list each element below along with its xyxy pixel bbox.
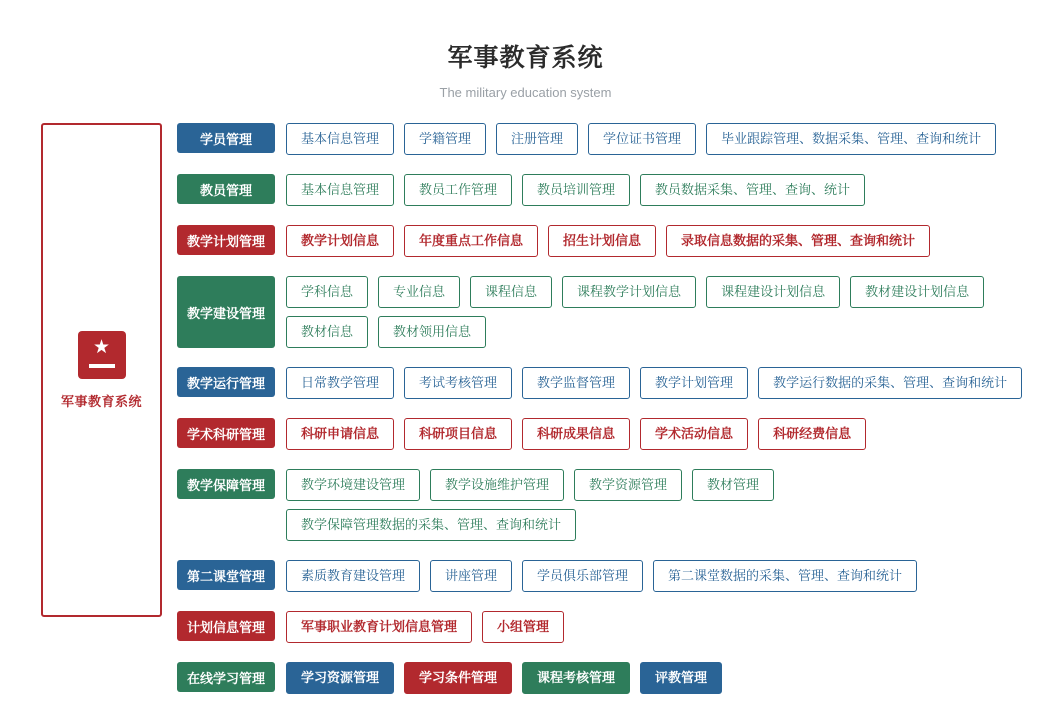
item-button[interactable]: 讲座管理 bbox=[430, 560, 512, 592]
category-row bbox=[177, 560, 1051, 600]
root-node-label: 军事教育系统 bbox=[60, 393, 142, 409]
category-items bbox=[286, 276, 1051, 356]
category-items bbox=[286, 418, 1051, 458]
category-button[interactable]: 计划信息管理 bbox=[177, 611, 275, 641]
diagram-body bbox=[0, 100, 1051, 713]
category-button[interactable]: 教员管理 bbox=[177, 174, 275, 204]
item-button[interactable]: 教学保障管理数据的采集、管理、查询和统计 bbox=[286, 509, 576, 541]
category-items bbox=[286, 174, 1051, 214]
item-button[interactable]: 毕业跟踪管理、数据采集、管理、查询和统计 bbox=[706, 123, 996, 155]
item-button[interactable]: 科研经费信息 bbox=[758, 418, 866, 450]
page-title: 军事教育系统 bbox=[447, 44, 604, 72]
category-items bbox=[286, 123, 1051, 163]
star-glyph: ★ bbox=[92, 336, 111, 358]
item-button[interactable]: 教材领用信息 bbox=[378, 316, 486, 348]
category-button[interactable]: 在线学习管理 bbox=[177, 662, 275, 692]
item-button[interactable]: 学位证书管理 bbox=[588, 123, 696, 155]
item-button[interactable]: 年度重点工作信息 bbox=[404, 225, 538, 257]
item-button[interactable]: 科研成果信息 bbox=[522, 418, 630, 450]
item-button[interactable]: 教学设施维护管理 bbox=[430, 469, 564, 501]
item-button[interactable]: 教学环境建设管理 bbox=[286, 469, 420, 501]
category-row bbox=[177, 225, 1051, 265]
item-button[interactable]: 教员数据采集、管理、查询、统计 bbox=[640, 174, 865, 206]
item-button[interactable]: 评教管理 bbox=[640, 662, 722, 694]
category-rows bbox=[177, 123, 1051, 713]
category-items bbox=[286, 611, 1051, 651]
category-items bbox=[286, 469, 1051, 549]
category-button[interactable]: 学术科研管理 bbox=[177, 418, 275, 448]
item-button[interactable]: 学习条件管理 bbox=[404, 662, 512, 694]
item-button[interactable]: 科研申请信息 bbox=[286, 418, 394, 450]
item-button[interactable]: 教学运行数据的采集、管理、查询和统计 bbox=[758, 367, 1022, 399]
item-button[interactable]: 教员工作管理 bbox=[404, 174, 512, 206]
category-items bbox=[286, 662, 1051, 702]
category-row bbox=[177, 367, 1051, 407]
item-button[interactable]: 课程考核管理 bbox=[522, 662, 630, 694]
title-block bbox=[0, 0, 1051, 100]
item-button[interactable]: 素质教育建设管理 bbox=[286, 560, 420, 592]
item-button[interactable]: 学员俱乐部管理 bbox=[522, 560, 643, 592]
root-node[interactable] bbox=[41, 123, 162, 617]
item-button[interactable]: 学习资源管理 bbox=[286, 662, 394, 694]
page-subtitle: The military education system bbox=[439, 85, 612, 100]
item-button[interactable]: 教学计划信息 bbox=[286, 225, 394, 257]
category-items bbox=[286, 367, 1051, 407]
item-button[interactable]: 专业信息 bbox=[378, 276, 460, 308]
category-row bbox=[177, 662, 1051, 702]
item-button[interactable]: 学术活动信息 bbox=[640, 418, 748, 450]
item-button[interactable]: 教材建设计划信息 bbox=[850, 276, 984, 308]
item-button[interactable]: 课程信息 bbox=[470, 276, 552, 308]
category-row bbox=[177, 276, 1051, 356]
category-row bbox=[177, 418, 1051, 458]
item-button[interactable]: 第二课堂数据的采集、管理、查询和统计 bbox=[653, 560, 917, 592]
book-bar bbox=[89, 364, 115, 368]
category-row bbox=[177, 123, 1051, 163]
category-row bbox=[177, 611, 1051, 651]
book-star-icon bbox=[78, 331, 126, 379]
item-button[interactable]: 基本信息管理 bbox=[286, 123, 394, 155]
category-items bbox=[286, 560, 1051, 600]
item-button[interactable]: 考试考核管理 bbox=[404, 367, 512, 399]
item-button[interactable]: 招生计划信息 bbox=[548, 225, 656, 257]
item-button[interactable]: 教学计划管理 bbox=[640, 367, 748, 399]
category-button[interactable]: 学员管理 bbox=[177, 123, 275, 153]
category-button[interactable]: 教学建设管理 bbox=[177, 276, 275, 348]
item-button[interactable]: 教材信息 bbox=[286, 316, 368, 348]
category-row bbox=[177, 469, 1051, 549]
item-button[interactable]: 日常教学管理 bbox=[286, 367, 394, 399]
item-button[interactable]: 教学资源管理 bbox=[574, 469, 682, 501]
item-button[interactable]: 注册管理 bbox=[496, 123, 578, 155]
item-button[interactable]: 教材管理 bbox=[692, 469, 774, 501]
category-button[interactable]: 教学运行管理 bbox=[177, 367, 275, 397]
category-items bbox=[286, 225, 1051, 265]
item-button[interactable]: 军事职业教育计划信息管理 bbox=[286, 611, 472, 643]
item-button[interactable]: 学籍管理 bbox=[404, 123, 486, 155]
item-button[interactable]: 课程教学计划信息 bbox=[562, 276, 696, 308]
item-button[interactable]: 基本信息管理 bbox=[286, 174, 394, 206]
category-button[interactable]: 教学计划管理 bbox=[177, 225, 275, 255]
item-button[interactable]: 小组管理 bbox=[482, 611, 564, 643]
category-button[interactable]: 第二课堂管理 bbox=[177, 560, 275, 590]
item-button[interactable]: 录取信息数据的采集、管理、查询和统计 bbox=[666, 225, 930, 257]
item-button[interactable]: 学科信息 bbox=[286, 276, 368, 308]
item-button[interactable]: 教学监督管理 bbox=[522, 367, 630, 399]
category-button[interactable]: 教学保障管理 bbox=[177, 469, 275, 499]
category-row bbox=[177, 174, 1051, 214]
item-button[interactable]: 科研项目信息 bbox=[404, 418, 512, 450]
item-button[interactable]: 教员培训管理 bbox=[522, 174, 630, 206]
item-button[interactable]: 课程建设计划信息 bbox=[706, 276, 840, 308]
